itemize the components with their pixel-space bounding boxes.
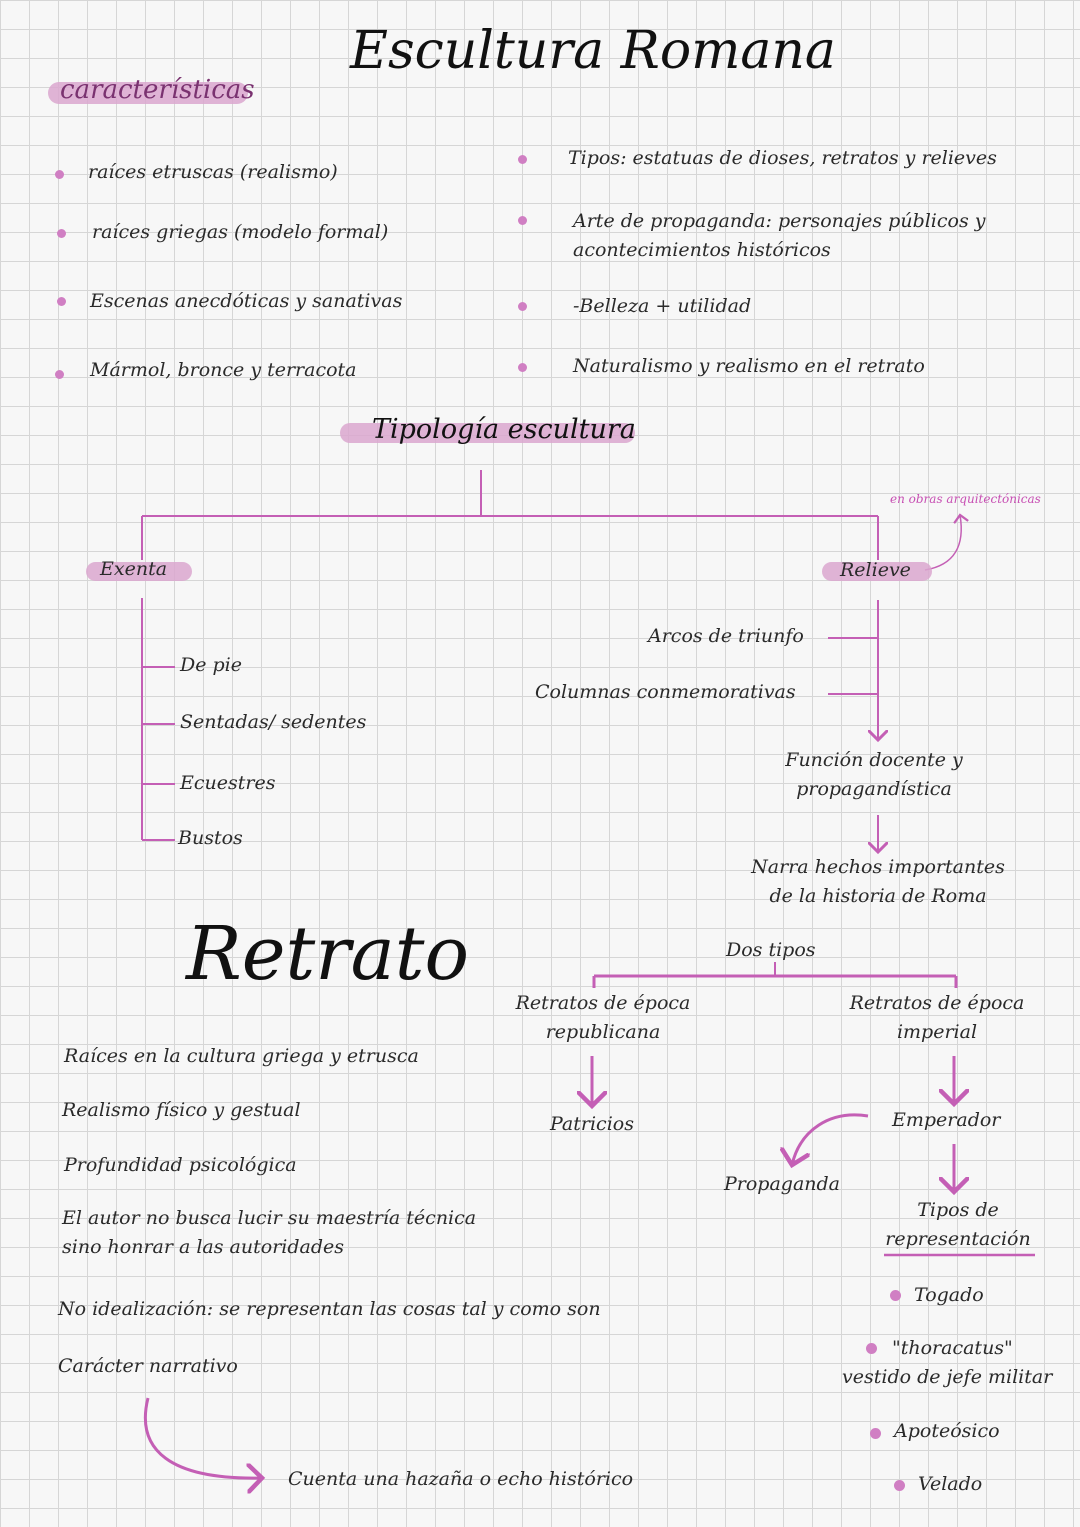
caracteristica-item: Mármol, bronce y terracota xyxy=(90,359,357,381)
funcion-text: propagandística xyxy=(796,778,952,800)
caracteristica-item: Arte de propaganda: personajes públicos y xyxy=(573,210,986,232)
rep-item: Apoteósico xyxy=(894,1420,1000,1442)
bullet-icon xyxy=(894,1480,905,1491)
retrato-point: No idealización: se representan las cosas tal y como son xyxy=(58,1298,601,1320)
funcion-text: Función docente y xyxy=(785,749,963,771)
narra-text: de la historia de Roma xyxy=(769,885,987,907)
imperial-label: Retratos de época xyxy=(849,992,1025,1014)
caracteristicas-heading: características xyxy=(60,75,255,105)
page-title: Escultura Romana xyxy=(350,21,836,81)
retrato-heading: Retrato xyxy=(186,911,470,997)
tipos-rep-label: representación xyxy=(885,1228,1031,1250)
bullet-icon xyxy=(890,1290,901,1301)
exenta-item: De pie xyxy=(180,654,243,676)
exenta-label: Exenta xyxy=(100,558,168,580)
relieve-item: Columnas conmemorativas xyxy=(535,681,796,703)
caracteristica-item: Escenas anecdóticas y sanativas xyxy=(90,290,403,312)
bullet-icon xyxy=(866,1343,877,1354)
patricios-label: Patricios xyxy=(550,1113,634,1135)
republicana-label: Retratos de época xyxy=(515,992,691,1014)
narrativo-result: Cuenta una hazaña o echo histórico xyxy=(288,1468,634,1490)
caracteristica-item: raíces griegas (modelo formal) xyxy=(92,221,389,243)
retrato-point: Realismo físico y gestual xyxy=(62,1099,301,1121)
retrato-point: Raíces en la cultura griega y etrusca xyxy=(64,1045,419,1067)
exenta-item: Sentadas/ sedentes xyxy=(180,711,367,733)
emperador-label: Emperador xyxy=(892,1109,1001,1131)
tipologia-heading: Tipología escultura xyxy=(372,414,636,445)
rep-item: Velado xyxy=(918,1473,983,1495)
rep-item: "thoracatus" xyxy=(892,1337,1013,1359)
rep-item: Togado xyxy=(914,1284,984,1306)
caracteristica-item: -Belleza + utilidad xyxy=(573,295,752,317)
narra-text: Narra hechos importantes xyxy=(751,856,1005,878)
retrato-point: El autor no busca lucir su maestría técnica xyxy=(62,1207,477,1229)
tipos-rep-label: Tipos de xyxy=(917,1199,999,1221)
dos-tipos-label: Dos tipos xyxy=(726,939,816,961)
retrato-point: sino honrar a las autoridades xyxy=(62,1236,344,1258)
caracteristica-item: Naturalismo y realismo en el retrato xyxy=(573,355,925,377)
retrato-point: Carácter narrativo xyxy=(58,1355,238,1377)
rep-item: vestido de jefe militar xyxy=(842,1366,1053,1388)
retrato-point: Profundidad psicológica xyxy=(64,1154,297,1176)
bullet-icon xyxy=(870,1428,881,1439)
relieve-item: Arcos de triunfo xyxy=(648,625,804,647)
exenta-item: Ecuestres xyxy=(180,772,276,794)
caracteristica-item: Tipos: estatuas de dioses, retratos y relieves xyxy=(568,147,997,169)
caracteristica-item: acontecimientos históricos xyxy=(573,239,831,261)
relieve-label: Relieve xyxy=(840,559,911,581)
exenta-item: Bustos xyxy=(178,827,243,849)
republicana-label: republicana xyxy=(545,1021,661,1043)
imperial-label: imperial xyxy=(896,1021,978,1043)
relieve-note: en obras arquitectónicas xyxy=(890,492,1041,506)
caracteristica-item: raíces etruscas (realismo) xyxy=(88,161,338,183)
propaganda-label: Propaganda xyxy=(724,1173,841,1195)
